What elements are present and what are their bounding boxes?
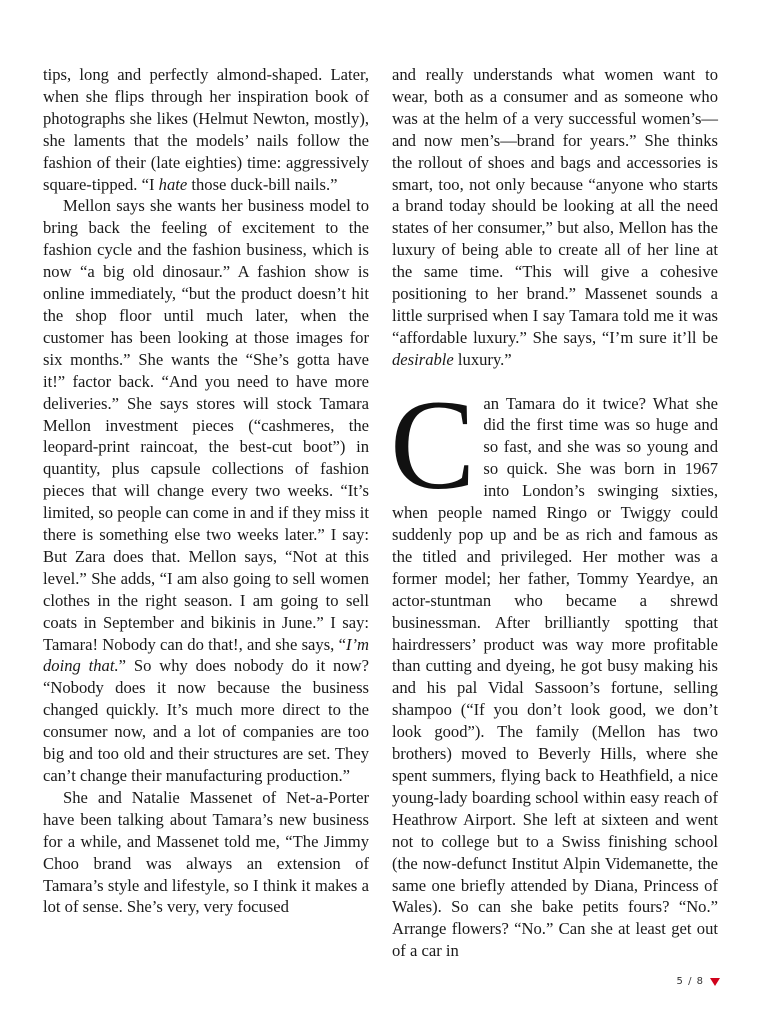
right-column [392, 64, 718, 962]
dropcap-paragraph [390, 373, 718, 963]
page-indicator: 5 / 8 [676, 976, 704, 987]
paragraph-text: ” So why does nobody do it now? “Nobody does it now because the business changed quickly. It’s much more direct to the consumer now, and a lot of companies are too big and too old and their structures are set. They can’t change their manufacturing production.” [43, 656, 369, 785]
emphasis-text: I’m doing that. [43, 634, 369, 676]
paragraph [392, 64, 718, 371]
paragraph-text: tips, long and perfectly almond-shaped. Later, when she flips through her inspiration book of photographs she likes (Helmut Newton, mostly), she laments that the models’ nails follow the fashion of their (late eighties) time: aggressively square-tipped. “I [43, 65, 369, 194]
emphasis-text: hate [158, 174, 188, 194]
paragraph-text: those duck-bill nails.” [187, 174, 338, 194]
page-footer [677, 976, 720, 987]
left-column [43, 64, 369, 918]
paragraph-text: Mellon says she wants her business model to bring back the feeling of excitement to the fashion cycle and the fashion business, which is now “a big old dinosaur.” A fashion show is online immediately, “but the product doesn’t hit the shop floor until much later, when the customer has been looking at those images for six months.” She wants the “She’s gotta have it!” factor back. “And you need to have more deliveries.” She says stores will stock Tamara Mellon investment pieces (“cashmeres, the leopard-print raincoat, the best-cut boot”) in quantity, plus capsule collections of fashion pieces that will change every two weeks. “It’s limited, so people can come in and if they miss it there is something else two weeks later.” I say: But Zara does that. Mellon says, “Not at this level.” She adds, “I am also going to sell women clothes in the right season. I am going to sell coats in September and bikinis in June.” I say: Tamara! Nobody can do that!, and she says, “ [43, 196, 369, 654]
paragraph-text: She and Natalie Massenet of Net-a-Porter have been talking about Tamara’s new business for a while, and Massenet told me, “The Jimmy Choo brand was always an extension of Tamara’s style and lifestyle, so I think it makes a lot of sense. She’s very, very focused [43, 787, 369, 917]
paragraph-text: luxury.” [453, 349, 512, 369]
paragraph [43, 787, 369, 918]
down-triangle-icon[interactable] [710, 978, 720, 986]
paragraph-text: an Tamara do it twice? What she did the first time was so huge and so fast, and she was so young and so quick. She was born in 1967 into London’s swinging sixties, when people named Ringo or Twiggy could suddenly pop up and be as rich and famous as the titled and privileged. Her mother was a former model; her father, Tommy Yeardye, an actor-stuntman who became a shrewd businessman. After brilliantly spotting that hairdressers’ product was way more profitable than cutting and dyeing, he got busy making his and his pal Vidal Sassoon’s fortune, selling shampoo (“If you don’t look good, we don’t look good”). The family (Mellon has two brothers) moved to Beverly Hills, where she spent summers, flying back to Heathfield, a nice young-lady boarding school within easy reach of Heathrow Airport. She left at sixteen and went not to college but to a Swiss finishing school (the now-defunct Institut Alpin Videmanette, the same one briefly attended by Diana, Princess of Wales). So can she bake petits fours? “No.” Arrange flowers? “No.” Can she at least get out of a car in [392, 393, 718, 961]
paragraph [43, 195, 369, 786]
paragraph [43, 64, 369, 195]
emphasis-text: desirable [392, 349, 454, 369]
paragraph-text: and really understands what women want to wear, both as a consumer and as someone who was at the helm of a very successful women’s—and now men’s—brand for years.” She thinks the rollout of shoes and bags and accessories is smart, too, not only because “anyone who starts a brand today should be looking at all the need states of her consumer,” but also, Mellon has the luxury of being able to create all of her line at the same time. “This will give a cohesive positioning to her brand.” Massenet sounds a little surprised when I say Tamara told me it was “affordable luxury.” She says, “I’m sure it’ll be [392, 65, 718, 347]
drop-cap: C [390, 373, 476, 516]
